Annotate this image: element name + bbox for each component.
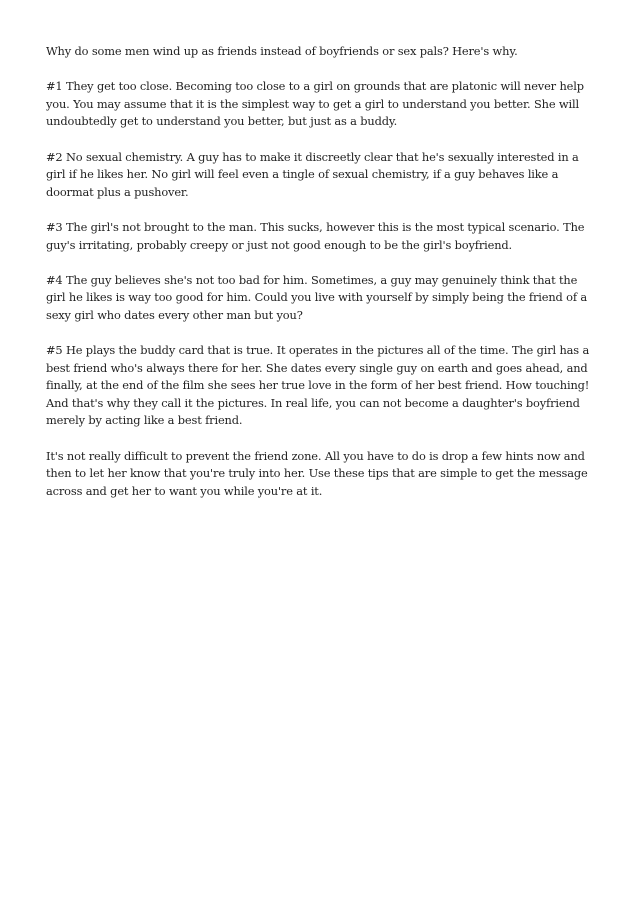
reason-4-paragraph: #4 The guy believes she's not too bad for him. Sometimes, a guy may genuinely think that the girl he likes is way too good for him. Could you live with yourself by simply being the friend of a sexy girl who dates every other man but you? (46, 272, 588, 322)
conclusion-paragraph: It's not really difficult to prevent the friend zone. All you have to do is drop a few hints now and then to let her know that you're truly into her. Use these tips that are simple to get the message across and get her to want you while you're at it. (46, 448, 588, 498)
intro-paragraph: Why do some men wind up as friends instead of boyfriends or sex pals? Here's why. (46, 44, 518, 58)
reason-3-paragraph: #3 The girl's not brought to the man. This sucks, however this is the most typical scenario. The guy's irritating, probably creepy or just not good enough to be the girl's boyfriend. (46, 219, 585, 252)
reason-1-paragraph: #1 They get too close. Becoming too close to a girl on grounds that are platonic will never help you. You may assume that it is the simplest way to get a girl to understand you better. She will undoubtedly get to understand you better, but just as a buddy. (46, 79, 584, 129)
document-body (46, 43, 592, 518)
reason-2-paragraph: #2 No sexual chemistry. A guy has to make it discreetly clear that he's sexually interested in a girl if he likes her. No girl will feel even a tingle of sexual chemistry, if a guy behaves like a doormat plus a pushover. (46, 149, 579, 199)
reason-5-paragraph: #5 He plays the buddy card that is true. It operates in the pictures all of the time. The girl has a best friend who's always there for her. She dates every single guy on earth and goes ahead, and finally, at the end of the film she sees her true love in the form of her best friend. How touching! And that's why they call it the pictures. In real life, you can not become a daughter's boyfriend merely by acting like a best friend. (46, 343, 590, 428)
